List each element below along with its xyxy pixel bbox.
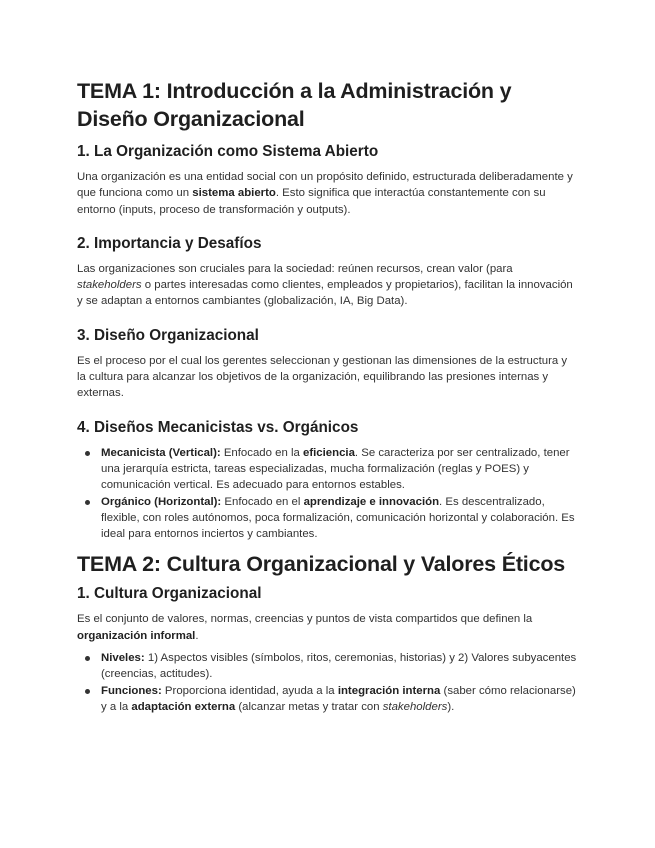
- text-run: Proporciona identidad, ayuda a la: [161, 684, 338, 697]
- list-item-niveles: [101, 650, 577, 683]
- tema1-title: TEMA 1: Introducción a la Administración y Diseño Organizacional: [77, 79, 512, 131]
- tema1-section3-paragraph: Es el proceso por el cual los gerentes seleccionan y gestionan las dimensiones de la estructura y la cultura para alcanzar los objetivos de la organización, equilibrando las presiones internas y externas.: [77, 354, 568, 400]
- text-run: . Es descentralizado, flexible, con roles autónomos, poca formalización, comunicación horizontal y colaboración. Es ideal para entornos inciertos y cambiantes.: [101, 495, 575, 541]
- list-item-label: Orgánico (Horizontal):: [101, 495, 222, 508]
- bold-run: integración interna: [337, 684, 441, 697]
- text-run: Enfocado en el: [221, 495, 304, 508]
- text-run: Las organizaciones son cruciales para la sociedad: reúnen recursos, crean valor (para: [77, 262, 513, 275]
- bold-run: organización informal: [77, 629, 196, 642]
- bold-run: aprendizaje e innovación: [303, 495, 440, 508]
- italic-run: stakeholders: [382, 700, 448, 713]
- tema2-section1-paragraph: [77, 611, 577, 644]
- text-run: .: [195, 629, 199, 642]
- tema1-section4-list: [77, 445, 577, 543]
- bold-run: adaptación externa: [131, 700, 236, 713]
- list-item-label: Funciones:: [101, 684, 162, 697]
- list-item-label: Mecanicista (Vertical):: [101, 446, 221, 459]
- text-run: 1) Aspectos visibles (símbolos, ritos, ceremonias, historias) y 2) Valores subyacentes (creencias, actitudes).: [101, 652, 577, 681]
- list-item-mecanicista: [101, 445, 577, 494]
- text-run: (alcanzar metas y tratar con: [235, 700, 383, 713]
- tema1-section2-paragraph: [77, 261, 577, 310]
- tema1-section1-heading: 1. La Organización como Sistema Abierto: [77, 143, 379, 160]
- text-run: o partes interesadas como clientes, empleados y propietarios), facilitan la innovación y se adaptan a entornos cambiantes (globalización, IA, Big Data).: [77, 279, 573, 308]
- tema1-section2-heading: 2. Importancia y Desafíos: [77, 234, 262, 252]
- text-run: Enfocado en la: [220, 446, 303, 459]
- tema1-section1-paragraph: [77, 169, 577, 218]
- text-run: . Esto significa que interactúa constantemente con su entorno (inputs, proceso de transformación y outputs).: [77, 187, 546, 216]
- list-item-label: Niveles:: [101, 652, 145, 665]
- text-run: . Se caracteriza por ser centralizado, tener una jerarquía estricta, tareas especializadas, mucha formalización (reglas y POES) y comunicación vertical. Es adecuado para entornos estables.: [101, 446, 570, 492]
- tema1-section4-heading: 4. Diseños Mecanicistas vs. Orgánicos: [77, 418, 359, 436]
- tema2-section1-list: [77, 650, 577, 715]
- text-run: ).: [447, 700, 455, 713]
- tema1-section3-heading: 3. Diseño Organizacional: [77, 326, 259, 344]
- list-item-funciones: [101, 683, 577, 716]
- text-run: (saber cómo relacionarse) y a la: [101, 684, 576, 713]
- text-run: Es el conjunto de valores, normas, creencias y puntos de vista compartidos que definen la: [77, 613, 533, 626]
- italic-run: stakeholders: [77, 279, 142, 292]
- bold-run: eficiencia: [302, 446, 355, 459]
- tema2-title: TEMA 2: Cultura Organizacional y Valores Éticos: [77, 552, 566, 577]
- bold-run: sistema abierto: [192, 187, 276, 200]
- tema2-section1-heading: 1. Cultura Organizacional: [77, 585, 262, 603]
- text-run: Una organización es una entidad social con un propósito definido, estructurada deliberadamente y que funciona como un: [77, 171, 573, 200]
- list-item-organico: [101, 494, 577, 543]
